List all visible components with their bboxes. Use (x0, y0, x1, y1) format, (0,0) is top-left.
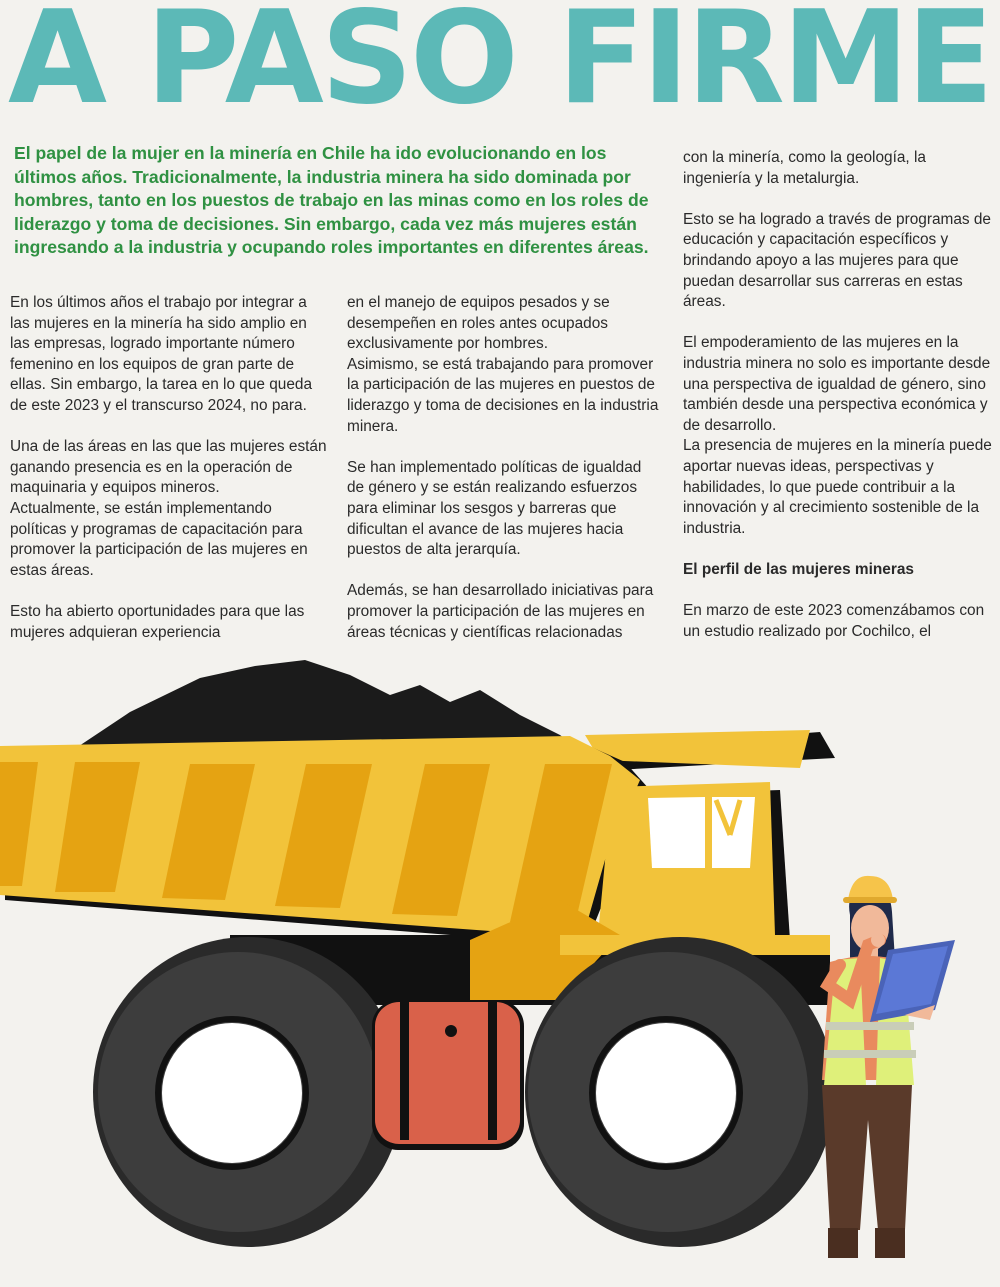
truck-cab (598, 782, 790, 940)
rear-wheel (93, 937, 403, 1247)
woman-miner (822, 876, 955, 1258)
paragraph: Esto se ha logrado a través de programas de educación y capacitación específicos y brindando apoyo a las mujeres para que puedan desarrollar sus carreras en estas áreas. (683, 210, 991, 311)
paragraph: en el manejo de equipos pesados y se desempeñen en roles antes ocupados exclusivamente por hombres. (347, 294, 610, 353)
hardhat-icon (848, 876, 893, 900)
paragraph: Una de las áreas en las que las mujeres están ganando presencia es en la operación de maquinaria y equipos mineros. (10, 438, 327, 497)
paragraph: En los últimos años el trabajo por integrar a las mujeres en la minería ha sido amplio en las empresas, logrado importante número femenino en los equipos de gran parte de ellas. Sin embargo, la tarea en lo que queda de este 2023 y el transcurso 2024, no para. (10, 294, 313, 414)
paragraph: En marzo de este 2023 comenzábamos con un estudio realizado por Cochilco, el (683, 602, 985, 640)
paragraph: Asimismo, se está trabajando para promover la participación de las mujeres en puestos de liderazgo y toma de decisiones en la industria minera. (347, 355, 659, 435)
front-wheel (525, 937, 835, 1247)
lead-paragraph: El papel de la mujer en la minería en Chile ha ido evolucionando en los últimos años. Tradicionalmente, la industria minera ha sido dominada por hombres, tanto en los puestos de trabajo en las minas como en los roles de liderazgo y toma de decisiones. Sin embargo, cada vez más mujeres están ingresando a la industria y ocupando roles importantes en diferentes áreas. (14, 143, 649, 257)
page-title: A PASO FIRME (8, 0, 991, 133)
section-subheading: El perfil de las mujeres mineras (683, 560, 914, 578)
paragraph: La presencia de mujeres en la minería puede aportar nuevas ideas, perspectivas y habilidades, lo que puede contribuir a la innovación y al crecimiento sostenible de la industria. (683, 437, 992, 537)
paragraph: con la minería, como la geología, la ingeniería y la metalurgia. (683, 149, 926, 187)
text-column-1 (10, 293, 328, 664)
paragraph: Actualmente, se están implementando políticas y programas de capacitación para promover la participación de las mujeres en estas áreas. (10, 499, 308, 579)
text-column-3 (683, 148, 995, 663)
mining-illustration (0, 650, 1000, 1287)
paragraph: Se han implementado políticas de igualdad de género y se están realizando esfuerzos para eliminar los sesgos y barreras que dificultan el avance de las mujeres hacia puestos de alta jerarquía. (347, 458, 642, 559)
cab-window (648, 797, 705, 868)
paragraph: El empoderamiento de las mujeres en la industria minera no solo es importante desde una perspectiva de igualdad de género, sino también desde una perspectiva económica y de desarrollo. (683, 334, 991, 434)
paragraph: Esto ha abierto oportunidades para que las mujeres adquieran experiencia (10, 602, 305, 641)
text-column-2 (347, 293, 659, 664)
fuel-tank (372, 1000, 524, 1150)
paragraph: Además, se han desarrollado iniciativas para promover la participación de las mujeres en áreas técnicas y científicas relacionadas (347, 582, 654, 641)
